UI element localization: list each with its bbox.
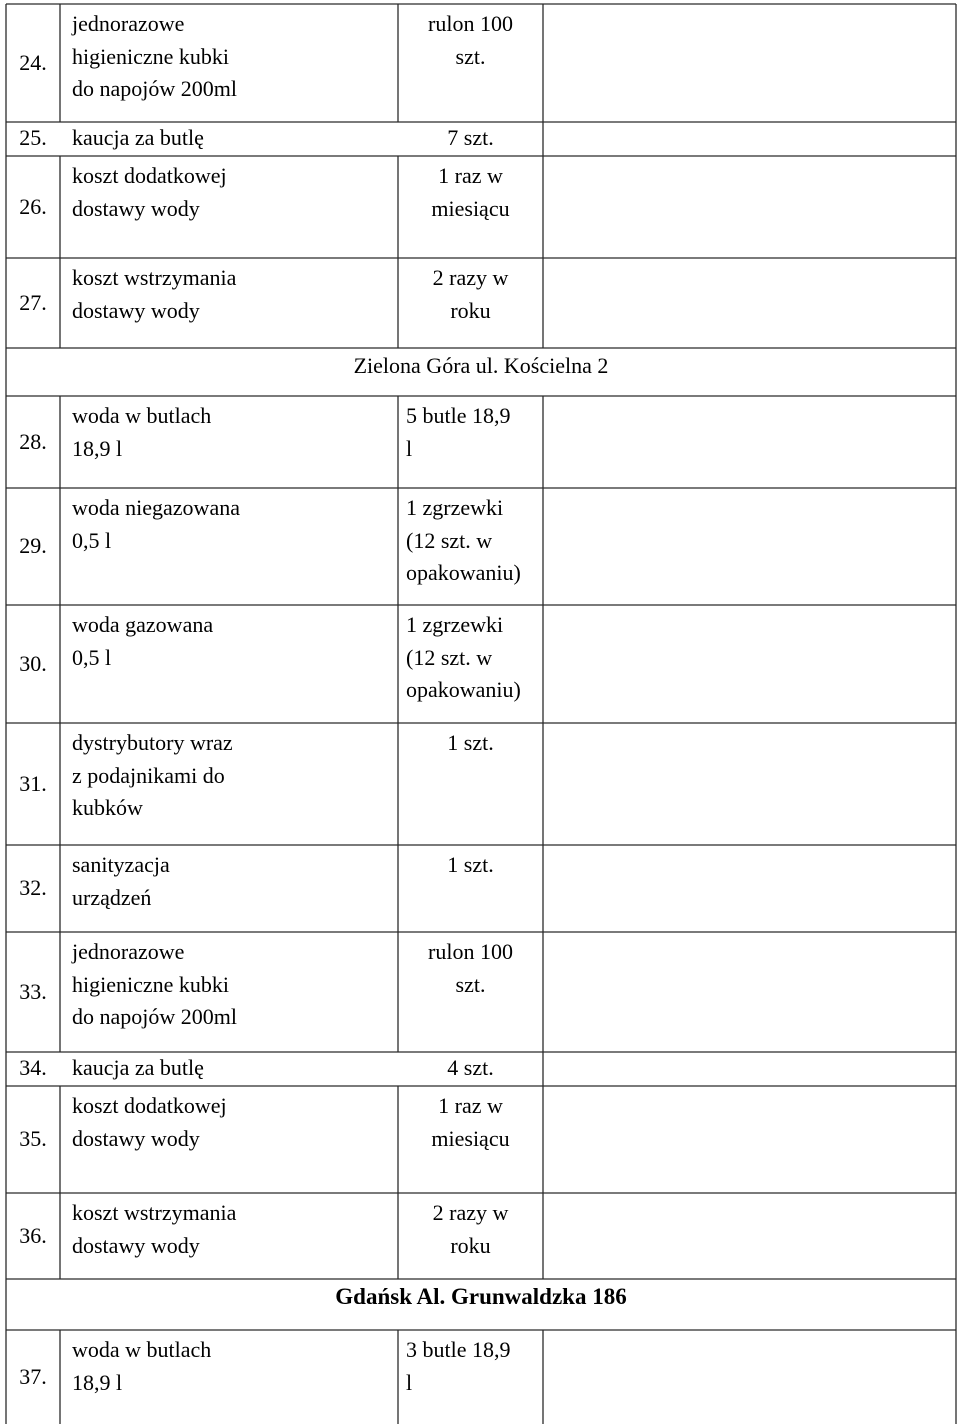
item-name: kaucja za butlę	[72, 125, 204, 150]
row-number: 26.	[19, 194, 47, 219]
item-name: dystrybutory wraz z podajnikami do kubków	[72, 730, 233, 820]
row-number: 36.	[19, 1223, 47, 1248]
row-number: 29.	[19, 533, 47, 558]
item-name: koszt dodatkowej dostawy wody	[72, 1093, 227, 1151]
row-number: 37.	[19, 1364, 47, 1389]
item-quantity: rulon 100 szt.	[428, 939, 513, 997]
row-number: 31.	[19, 771, 47, 796]
item-name: woda niegazowana 0,5 l	[72, 495, 240, 553]
item-name: woda gazowana 0,5 l	[72, 612, 214, 670]
item-name: woda w butlach 18,9 l	[72, 403, 212, 461]
row-number: 34.	[19, 1055, 47, 1080]
item-quantity: 1 zgrzewki (12 szt. w opakowaniu)	[406, 612, 521, 702]
row-number: 27.	[19, 290, 47, 315]
row-number: 28.	[19, 429, 47, 454]
item-quantity: 1 szt.	[447, 852, 494, 877]
item-quantity: 5 butle 18,9 l	[406, 403, 511, 461]
item-name: jednorazowe higieniczne kubki do napojów 200ml	[72, 11, 237, 101]
row-number: 35.	[19, 1126, 47, 1151]
location-header: Zielona Góra ul. Kościelna 2	[353, 353, 609, 378]
item-name: koszt dodatkowej dostawy wody	[72, 163, 227, 221]
item-name: sanityzacja urządzeń	[72, 852, 170, 910]
item-quantity: 1 szt.	[447, 730, 494, 755]
item-quantity: 2 razy w roku	[432, 265, 509, 323]
item-quantity: 2 razy w roku	[432, 1200, 509, 1258]
item-quantity: 4 szt.	[447, 1055, 494, 1080]
item-quantity: 1 raz w miesiącu	[431, 163, 510, 221]
item-name: jednorazowe higieniczne kubki do napojów 200ml	[72, 939, 237, 1029]
item-name: koszt wstrzymania dostawy wody	[72, 265, 237, 323]
item-name: koszt wstrzymania dostawy wody	[72, 1200, 237, 1258]
item-quantity: 7 szt.	[447, 125, 494, 150]
item-quantity: 1 raz w miesiącu	[431, 1093, 510, 1151]
item-quantity: 3 butle 18,9 l	[406, 1337, 511, 1395]
item-quantity: 1 zgrzewki (12 szt. w opakowaniu)	[406, 495, 521, 585]
item-name: kaucja za butlę	[72, 1055, 204, 1080]
row-number: 32.	[19, 875, 47, 900]
row-number: 30.	[19, 651, 47, 676]
row-number: 24.	[19, 50, 47, 75]
item-name: woda w butlach 18,9 l	[72, 1337, 212, 1395]
row-number: 33.	[19, 979, 47, 1004]
location-header: Gdańsk Al. Grunwaldzka 186	[335, 1284, 627, 1309]
item-quantity: rulon 100 szt.	[428, 11, 513, 69]
row-number: 25.	[19, 125, 47, 150]
